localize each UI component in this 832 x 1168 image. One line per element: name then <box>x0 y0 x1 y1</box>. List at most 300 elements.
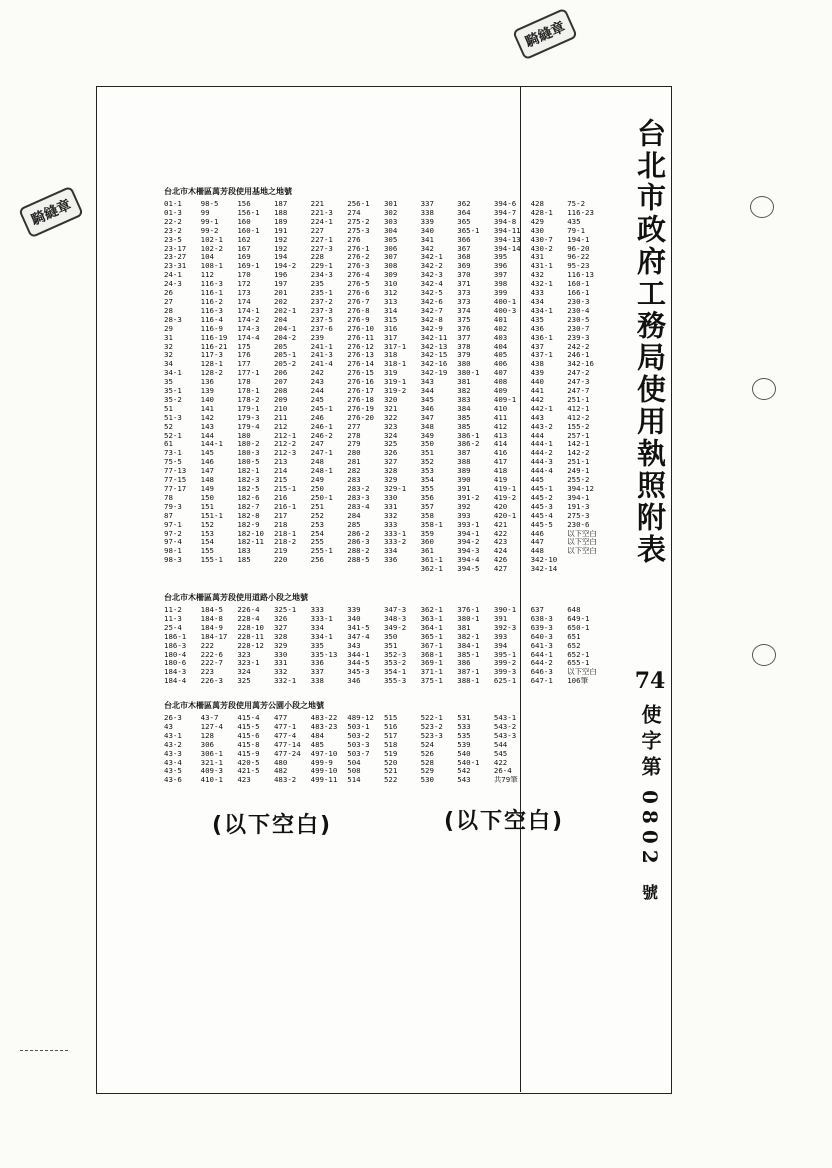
lot-number-cell: 342-3 <box>420 271 443 280</box>
lot-number-cell: 252 <box>310 511 324 520</box>
lot-number-cell: 431 <box>530 253 544 262</box>
lot-number-cell: 359 <box>420 529 434 538</box>
lot-number-cell: 207 <box>273 378 288 387</box>
lot-number-cell: 32 <box>164 342 173 351</box>
lot-number-cell: 251-1 <box>567 458 590 467</box>
lot-number-cell: 212-1 <box>273 431 297 440</box>
lot-number-cell: 338 <box>310 677 324 686</box>
lot-number-cell: 522-1 <box>420 714 443 722</box>
lot-number-cell: 540 <box>457 749 471 758</box>
lot-number-cell: 166-1 <box>567 289 590 298</box>
lot-number-cell: 28-3 <box>164 315 182 324</box>
lot-number-cell: 531 <box>457 714 471 722</box>
lot-number-cell <box>237 565 274 574</box>
lot-number-cell: 342-5 <box>420 289 443 298</box>
lot-number-cell: 332 <box>383 511 398 520</box>
lot-number-cell: 442 <box>530 395 544 404</box>
table-row <box>164 485 604 494</box>
lot-number-cell: 75-2 <box>567 200 586 208</box>
lot-number-cell: 540-1 <box>457 758 480 767</box>
lot-number-cell: 97-2 <box>164 529 182 538</box>
lot-number-cell: 344-1 <box>347 650 370 659</box>
lot-number-cell: 275-2 <box>347 217 370 226</box>
lot-number-cell: 143 <box>200 422 215 431</box>
lot-number-cell: 394-3 <box>457 547 480 556</box>
lot-number-cell: 409 <box>493 387 508 396</box>
lot-number-cell: 301 <box>383 200 398 208</box>
lot-number-cell: 349 <box>420 431 434 440</box>
lot-number-cell: 383 <box>457 395 471 404</box>
lot-number-cell: 144 <box>200 431 215 440</box>
lot-number-cell: 212-2 <box>273 440 297 449</box>
lot-number-cell: 386 <box>457 659 471 668</box>
lot-number-cell: 394-14 <box>493 244 521 253</box>
table-row <box>164 414 604 423</box>
lot-number-cell: 34 <box>164 360 173 369</box>
lot-number-cell: 248-1 <box>310 467 333 476</box>
table-row <box>164 521 604 530</box>
section-1 <box>164 186 604 574</box>
lot-number-cell: 221-3 <box>310 208 333 217</box>
lot-number-cell: 429 <box>530 217 544 226</box>
lot-number-cell: 154 <box>200 538 215 547</box>
lot-number-cell: 365-1 <box>457 226 480 235</box>
lot-number-cell: 644-1 <box>530 650 553 659</box>
lot-number-cell: 136 <box>200 378 215 387</box>
lot-number-cell: 276-20 <box>347 413 374 422</box>
lot-number-cell: 436 <box>530 324 544 333</box>
lot-number-cell: 182-5 <box>237 485 260 493</box>
lot-number-cell: 415-9 <box>237 749 260 758</box>
lot-number-cell: 246-1 <box>567 351 590 360</box>
lot-number-cell: 362-1 <box>420 606 443 614</box>
lot-number-cell: 182-11 <box>237 538 265 547</box>
lot-number-cell: 96-20 <box>567 244 590 253</box>
lot-number-cell: 334 <box>310 623 324 632</box>
lot-number-cell: 399-3 <box>493 668 517 677</box>
lot-number-cell: 202 <box>273 297 288 306</box>
lot-number-cell: 共79筆 <box>493 776 518 785</box>
lot-number-cell: 503-2 <box>347 731 370 740</box>
lot-number-cell: 638-3 <box>530 614 553 623</box>
lot-number-cell: 235-1 <box>310 289 333 298</box>
lot-number-cell: 431-1 <box>530 262 553 271</box>
lot-number-cell: 343 <box>347 641 361 650</box>
lot-number-cell: 98-3 <box>164 556 182 565</box>
lot-number-cell: 192 <box>273 235 288 244</box>
lot-number-cell: 279 <box>347 440 361 449</box>
table-row <box>164 325 604 334</box>
lot-number-cell: 308 <box>383 262 398 271</box>
lot-number-cell: 379 <box>457 351 471 360</box>
lot-number-cell: 98-5 <box>200 200 219 208</box>
lot-number-cell: 241-1 <box>310 342 333 351</box>
lot-number-cell: 445-3 <box>530 502 553 511</box>
section-2 <box>164 592 604 686</box>
lot-number-cell: 385 <box>457 413 471 422</box>
lot-number-cell: 330 <box>383 493 398 502</box>
lot-number-cell: 242-2 <box>567 342 590 351</box>
lot-number-cell: 387-1 <box>457 668 480 677</box>
table-row <box>164 512 604 521</box>
lot-number-cell: 306-1 <box>200 749 223 758</box>
lot-number-cell: 377 <box>457 333 471 342</box>
lot-number-cell: 246-1 <box>310 422 333 431</box>
lot-number-cell: 324 <box>383 431 398 440</box>
lot-number-cell: 43-1 <box>164 731 182 740</box>
lot-number-cell: 179-3 <box>237 413 260 422</box>
lot-number-cell: 483-22 <box>310 714 338 722</box>
table-row <box>164 200 604 209</box>
lot-number-cell: 333 <box>310 606 324 614</box>
lot-number-cell: 34-1 <box>164 369 182 378</box>
lot-number-cell: 26 <box>164 289 173 298</box>
lot-number-cell: 116-9 <box>200 324 223 333</box>
lot-number-cell: 362 <box>457 200 471 208</box>
lot-number-cell: 361-1 <box>420 556 443 565</box>
lot-number-cell: 412-2 <box>567 413 590 422</box>
lot-number-cell: 337 <box>420 200 434 208</box>
lot-number-cell: 310 <box>383 280 398 289</box>
lot-number-cell: 112 <box>200 271 215 280</box>
lot-number-cell: 244 <box>310 387 324 396</box>
table-row <box>164 458 604 467</box>
lot-number-cell: 342-10 <box>530 556 558 565</box>
lot-number-cell: 517 <box>383 731 398 740</box>
lot-number-cell: 342-14 <box>530 565 558 574</box>
lot-number-cell: 332-1 <box>273 677 297 686</box>
lot-number-cell: 339 <box>347 606 361 614</box>
lot-number-cell: 445-2 <box>530 493 553 502</box>
table-row <box>164 677 604 686</box>
lot-number-cell <box>567 776 604 785</box>
lot-number-cell: 116-2 <box>200 297 223 306</box>
lot-number-cell: 345-3 <box>347 668 370 677</box>
lot-number-cell: 304 <box>383 226 398 235</box>
lot-number-cell: 652 <box>567 641 581 650</box>
lot-number-cell: 351 <box>383 641 398 650</box>
lot-number-cell: 142 <box>200 413 215 422</box>
lot-number-cell: 180-4 <box>164 650 187 659</box>
lot-number-cell <box>531 723 568 732</box>
lot-number-cell: 178-2 <box>237 395 260 404</box>
lot-number-cell: 276-16 <box>347 378 374 387</box>
lot-number-cell: 306 <box>383 244 398 253</box>
lot-number-cell: 484 <box>310 731 324 740</box>
lot-number-cell: 637 <box>530 606 544 614</box>
lot-number-cell: 477-4 <box>273 731 297 740</box>
lot-number-cell: 333 <box>383 520 398 529</box>
lot-number-cell: 204 <box>273 315 288 324</box>
lot-number-cell: 180-2 <box>237 440 260 449</box>
lot-number-cell: 174-4 <box>237 333 260 342</box>
lot-number-cell: 97-4 <box>164 538 182 547</box>
lot-number-cell: 01-3 <box>164 208 182 217</box>
lot-number-cell: 204-1 <box>273 324 297 333</box>
lot-number-cell: 346 <box>347 677 361 686</box>
table-row <box>164 476 604 485</box>
lot-number-cell: 503-7 <box>347 749 370 758</box>
lot-number-cell: 412 <box>493 422 508 431</box>
lot-number-cell: 423 <box>493 538 508 547</box>
lot-number-cell: 650-1 <box>567 623 590 632</box>
table-row <box>164 565 604 574</box>
lot-number-cell: 399 <box>493 289 508 298</box>
lot-number-cell: 28 <box>164 306 173 315</box>
lot-number-cell: 544 <box>493 740 508 749</box>
lot-number-cell: 175 <box>237 342 251 351</box>
left-stamp: 騎縫章 <box>18 186 84 239</box>
lot-number-cell: 416 <box>493 449 508 458</box>
lot-number-cell: 210 <box>273 404 288 413</box>
lot-number-cell <box>531 759 568 768</box>
lot-number-cell: 518 <box>383 740 398 749</box>
lot-number-cell: 436-1 <box>530 333 553 342</box>
lot-number-cell: 226-4 <box>237 606 260 614</box>
lot-number-cell: 237-5 <box>310 315 333 324</box>
lot-number-cell: 318 <box>383 351 398 360</box>
lot-number-cell: 32 <box>164 351 173 360</box>
lot-number-cell: 414 <box>493 440 508 449</box>
lot-number-cell: 43 <box>164 722 173 731</box>
lot-number-cell: 106筆 <box>567 677 588 686</box>
lot-number-cell: 339 <box>420 217 434 226</box>
table-row <box>164 334 604 343</box>
lot-number-cell: 329 <box>273 641 288 650</box>
lot-number-cell: 155 <box>200 547 215 556</box>
lot-number-cell: 276-13 <box>347 351 374 360</box>
lot-number-cell: 409-1 <box>493 395 517 404</box>
lot-number-cell: 237-3 <box>310 306 333 315</box>
table-row <box>164 449 604 458</box>
lot-number-cell: 369-1 <box>420 659 443 668</box>
lot-number-cell: 52 <box>164 422 173 431</box>
table-row <box>164 218 604 227</box>
lot-number-cell: 228-10 <box>237 623 265 632</box>
lot-number-cell: 413 <box>493 431 508 440</box>
lot-number-cell: 499-11 <box>310 776 338 785</box>
lot-number-cell: 337 <box>310 668 324 677</box>
lot-number-cell: 99 <box>200 208 210 217</box>
lot-number-cell: 191-3 <box>567 502 590 511</box>
lot-number-cell: 382 <box>457 387 471 396</box>
lot-number-cell: 201 <box>273 289 288 298</box>
lot-number-cell: 75-5 <box>164 458 182 467</box>
lot-number-cell: 447 <box>530 538 544 547</box>
lot-number-cell: 415-5 <box>237 722 260 731</box>
lot-number-cell: 336 <box>383 556 398 565</box>
lot-number-cell: 23-27 <box>164 253 187 262</box>
lot-number-cell <box>531 767 568 776</box>
lot-number-cell: 196 <box>273 271 288 280</box>
lot-number-cell: 441 <box>530 387 544 396</box>
lot-number-cell: 249-1 <box>567 467 590 476</box>
lot-number-cell: 371-1 <box>420 668 443 677</box>
lot-number-cell: 192 <box>273 244 288 253</box>
lot-number-cell: 227-1 <box>310 235 333 244</box>
lot-number-cell: 434 <box>530 297 544 306</box>
lot-number-cell <box>311 565 348 574</box>
lot-number-cell: 385 <box>457 422 471 431</box>
table-row <box>164 642 604 651</box>
lot-number-cell: 206 <box>273 369 288 378</box>
lot-number-cell: 230-3 <box>567 297 590 306</box>
lot-number-cell: 342 <box>420 244 434 253</box>
lot-number-cell: 182-9 <box>237 520 260 529</box>
lot-number-cell: 160 <box>237 217 251 226</box>
lot-number-cell: 346 <box>420 404 434 413</box>
lot-number-cell: 370 <box>457 271 471 280</box>
lot-number-cell: 77-15 <box>164 476 187 485</box>
table-row <box>164 723 604 732</box>
lot-number-cell: 176 <box>237 351 251 360</box>
lot-number-cell: 51 <box>164 404 173 413</box>
lot-number-cell: 307 <box>383 253 398 262</box>
lot-number-cell: 330 <box>273 650 288 659</box>
document-number-block <box>630 668 670 903</box>
table-row <box>164 360 604 369</box>
lot-number-cell: 394-8 <box>493 217 517 226</box>
lot-number-cell: 142-1 <box>567 440 590 449</box>
lot-number-cell: 342-1 <box>420 253 443 262</box>
lot-number-cell: 11-3 <box>164 614 182 623</box>
lot-number-cell: 385-1 <box>457 650 480 659</box>
lot-number-cell: 151-1 <box>200 511 223 520</box>
lot-number-cell: 350 <box>420 440 434 449</box>
lot-number-cell: 116-4 <box>200 315 223 324</box>
lot-number-cell: 335 <box>310 641 324 650</box>
lot-number-cell: 148 <box>200 476 215 485</box>
lot-number-cell: 325-1 <box>273 606 297 614</box>
lot-number-cell: 384 <box>457 404 471 413</box>
lot-number-cell: 350 <box>383 632 398 641</box>
lot-number-cell: 313 <box>383 297 398 306</box>
table-row <box>164 405 604 414</box>
table-row <box>164 280 604 289</box>
lot-number-cell: 186-1 <box>164 632 187 641</box>
lot-number-cell: 205 <box>273 342 288 351</box>
lot-number-cell: 178 <box>237 378 251 387</box>
lot-number-cell: 390-1 <box>493 606 517 614</box>
lot-number-cell: 386-2 <box>457 440 480 449</box>
lot-number-cell: 444 <box>530 431 544 440</box>
lot-number-cell: 395 <box>493 253 508 262</box>
lot-number-cell: 376 <box>457 324 471 333</box>
lot-number-cell: 214 <box>273 467 288 476</box>
lot-number-cell: 218 <box>273 520 288 529</box>
lot-number-cell: 378 <box>457 342 471 351</box>
lot-number-cell: 393-1 <box>457 520 480 529</box>
lot-number-cell: 197 <box>273 280 288 289</box>
lot-number-cell: 204-2 <box>273 333 297 342</box>
table-row <box>164 387 604 396</box>
lot-number-cell: 394-5 <box>457 565 480 574</box>
lot-number-cell: 347-3 <box>383 606 407 614</box>
lot-number-cell: 151 <box>200 502 215 511</box>
lot-number-cell: 108-1 <box>200 262 223 271</box>
lot-number-cell: 169-1 <box>237 262 260 271</box>
lot-number-cell: 406 <box>493 360 508 369</box>
lot-number-cell: 303 <box>383 217 398 226</box>
lot-number-cell: 218-2 <box>273 538 297 547</box>
lot-number-cell: 228-11 <box>237 632 265 641</box>
lot-number-cell: 477-1 <box>273 722 297 731</box>
lot-number-cell <box>531 714 568 723</box>
lot-number-cell: 43-5 <box>164 767 182 776</box>
lot-number-cell: 485 <box>310 740 324 749</box>
lot-number-cell: 01-1 <box>164 200 182 208</box>
table-row <box>164 668 604 677</box>
lot-number-cell: 354 <box>420 476 434 485</box>
lot-number-cell: 342-9 <box>420 324 443 333</box>
lot-number-cell: 400-1 <box>493 297 517 306</box>
lot-number-cell: 249 <box>310 476 324 485</box>
lot-number-cell: 185 <box>237 556 251 565</box>
lot-number-cell: 239 <box>310 333 324 342</box>
lot-number-cell: 162 <box>237 235 251 244</box>
lot-number-cell: 423 <box>237 776 251 785</box>
lot-number-cell: 391 <box>457 485 471 493</box>
lot-number-cell: 438 <box>530 360 544 369</box>
lot-number-cell: 390 <box>457 476 471 485</box>
lot-number-cell: 342-8 <box>420 315 443 324</box>
lot-number-cell: 356 <box>420 493 434 502</box>
lot-number-cell: 246 <box>310 413 324 422</box>
lot-number-cell: 497-10 <box>310 749 338 758</box>
lot-number-cell: 545 <box>493 749 508 758</box>
lot-number-cell: 321 <box>383 404 398 413</box>
lot-number-cell: 420 <box>493 502 508 511</box>
lot-number-cell: 61 <box>164 440 173 449</box>
lot-number-cell: 409-3 <box>200 767 223 776</box>
lot-number-cell: 325 <box>237 677 251 686</box>
lot-number-cell <box>567 714 604 723</box>
lot-number-cell: 435 <box>530 315 544 324</box>
lot-number-cell: 155-1 <box>200 556 223 565</box>
lot-number-cell <box>531 776 568 785</box>
section-1-table <box>164 200 604 574</box>
lot-number-cell: 246-2 <box>310 431 333 440</box>
lot-number-cell: 257-1 <box>567 431 590 440</box>
lot-number-cell: 389 <box>457 467 471 476</box>
table-row <box>164 494 604 503</box>
lot-number-cell: 145 <box>200 449 215 458</box>
lot-number-cell: 331 <box>273 659 288 668</box>
lot-number-cell: 183 <box>237 547 251 556</box>
lot-number-cell: 255 <box>310 538 324 547</box>
lot-number-cell: 286-2 <box>347 529 370 538</box>
lot-number-cell: 202-1 <box>273 306 297 315</box>
lot-number-cell: 318-1 <box>383 360 407 369</box>
table-row <box>164 714 604 723</box>
table-row <box>164 316 604 325</box>
lot-number-cell: 179-1 <box>237 404 260 413</box>
lot-number-cell: 329 <box>383 476 398 485</box>
lot-number-cell: 514 <box>347 776 361 785</box>
lot-number-cell: 345 <box>420 395 434 404</box>
lot-number-cell: 358-1 <box>420 520 443 529</box>
lot-number-cell: 419 <box>493 476 508 485</box>
lot-number-cell: 251 <box>310 502 324 511</box>
lot-number-cell: 396 <box>493 262 508 271</box>
lot-number-cell <box>274 565 311 574</box>
lot-number-cell: 23-31 <box>164 262 187 271</box>
lot-number-cell: 328 <box>273 632 288 641</box>
lot-number-cell: 184-4 <box>164 677 187 686</box>
lot-number-cell: 524 <box>420 740 434 749</box>
lot-number-cell: 315 <box>383 315 398 324</box>
lot-number-cell: 477-24 <box>273 749 301 758</box>
